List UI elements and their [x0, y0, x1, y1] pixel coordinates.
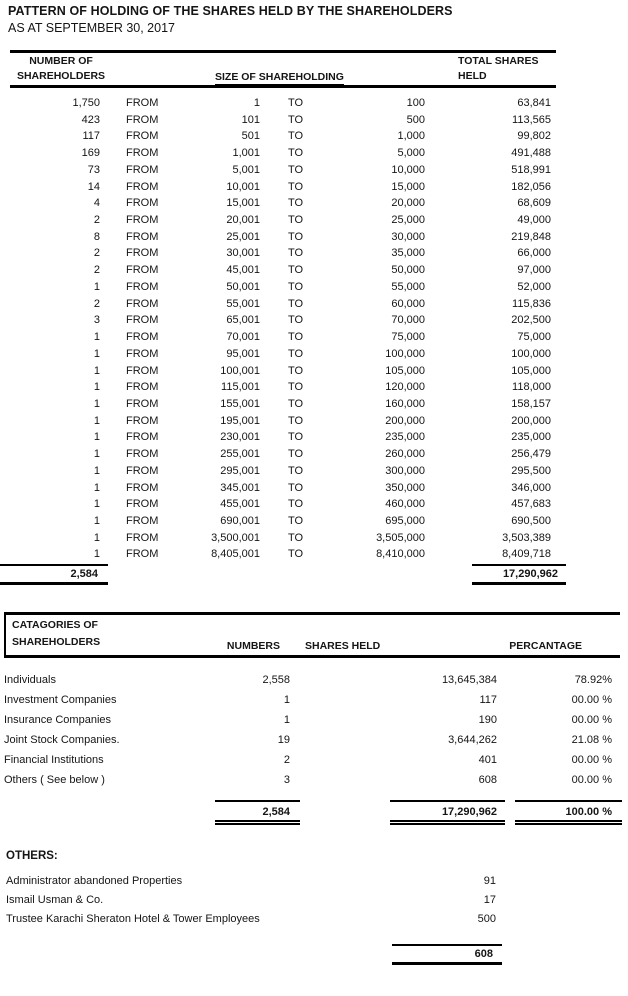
header-shares-held: SHARES HELD [305, 640, 381, 652]
to-label: TO [288, 481, 304, 494]
holding-table-row [10, 279, 556, 296]
range-start: 690,001 [220, 514, 260, 527]
others-total: 608 [392, 944, 502, 965]
from-label: FROM [126, 531, 159, 544]
holding-table-row [10, 262, 556, 279]
holding-table-row [10, 179, 556, 196]
to-label: TO [288, 130, 304, 143]
page-subtitle: AS AT SEPTEMBER 30, 2017 [8, 21, 175, 35]
others-value: 500 [477, 912, 496, 925]
category-label: Individuals [4, 674, 56, 686]
holding-table-row [10, 429, 556, 446]
range-start: 25,001 [226, 230, 260, 243]
shares-held-value: 115,836 [512, 297, 551, 310]
holding-table-row [10, 162, 556, 179]
holding-table-row [10, 546, 556, 563]
holding-table-row [10, 363, 556, 380]
shares-held-value: 295,500 [511, 464, 551, 477]
from-label: FROM [126, 481, 159, 494]
from-label: FROM [126, 448, 159, 461]
to-label: TO [288, 147, 304, 160]
from-label: FROM [126, 314, 159, 327]
shares-held-value: 68,609 [517, 197, 551, 210]
others-label: Ismail Usman & Co. [6, 893, 104, 906]
to-label: TO [288, 331, 304, 344]
from-label: FROM [126, 130, 159, 143]
holding-table-row [10, 463, 556, 480]
shareholder-count: 1 [93, 347, 100, 360]
range-start: 70,001 [226, 331, 260, 344]
shareholder-count: 423 [81, 113, 100, 126]
to-label: TO [288, 397, 304, 410]
category-percent: 00.00 % [571, 774, 612, 786]
range-end: 100 [406, 97, 425, 109]
range-end: 100,000 [385, 347, 425, 360]
to-label: TO [288, 464, 304, 477]
holding-table-row [10, 496, 556, 513]
categories-total-percent: 100.00 % [515, 800, 622, 825]
holding-table-row [10, 413, 556, 430]
range-start: 8,405,001 [211, 548, 260, 561]
to-label: TO [288, 264, 304, 277]
range-start: 95,001 [226, 347, 260, 360]
to-label: TO [288, 180, 304, 193]
category-numbers: 19 [277, 734, 290, 746]
range-start: 5,001 [232, 163, 260, 176]
shareholder-count: 1 [93, 414, 100, 427]
category-label: Insurance Companies [4, 714, 112, 726]
categories-table [4, 612, 620, 838]
category-row [4, 690, 620, 710]
range-start: 195,001 [220, 414, 260, 427]
shareholder-count: 3 [93, 314, 100, 327]
range-end: 25,000 [391, 214, 425, 227]
category-shares: 117 [479, 694, 497, 706]
range-end: 10,000 [391, 163, 425, 176]
shares-held-value: 66,000 [517, 247, 551, 260]
category-shares: 190 [478, 714, 497, 726]
shareholder-count: 1 [93, 431, 100, 444]
shares-held-value: 105,000 [511, 364, 551, 377]
to-label: TO [288, 280, 304, 293]
category-row [4, 710, 620, 730]
from-label: FROM [126, 331, 159, 344]
category-percent: 00.00 % [571, 714, 612, 726]
categories-table-rows [4, 670, 620, 790]
category-shares: 13,645,384 [441, 674, 497, 686]
shareholder-count: 1 [93, 514, 100, 527]
shares-held-value: 256,479 [511, 448, 551, 461]
others-heading: OTHERS: [6, 850, 58, 862]
shareholder-count: 1 [93, 331, 100, 344]
range-start: 65,001 [226, 314, 260, 327]
others-label: Trustee Karachi Sheraton Hotel & Tower Employees [6, 912, 260, 925]
others-row [6, 872, 496, 891]
range-end: 50,000 [391, 264, 425, 277]
category-row [4, 730, 620, 750]
holding-table-row [10, 145, 556, 162]
from-label: FROM [126, 197, 159, 210]
category-row [4, 750, 620, 770]
holding-table-row [10, 95, 556, 112]
holding-table-totals [10, 564, 556, 590]
shares-held-value: 75,000 [517, 331, 551, 344]
from-label: FROM [126, 297, 159, 310]
range-end: 460,000 [385, 498, 425, 511]
shareholder-count: 1 [93, 548, 100, 561]
others-row [6, 891, 496, 910]
range-start: 55,001 [226, 297, 260, 310]
range-end: 695,000 [385, 514, 425, 527]
header-number-of-shareholders [10, 54, 112, 84]
range-end: 75,000 [391, 331, 425, 344]
header-categories-of-shareholders [12, 617, 100, 651]
range-end: 160,000 [385, 397, 425, 410]
shareholder-count: 8 [93, 230, 100, 243]
range-end: 35,000 [391, 247, 425, 260]
holding-table-row [10, 480, 556, 497]
holding-table-row [10, 296, 556, 313]
range-start: 15,001 [226, 197, 260, 210]
shareholder-count: 73 [87, 163, 100, 176]
range-start: 501 [241, 130, 260, 143]
range-end: 8,410,000 [376, 548, 425, 561]
range-end: 260,000 [385, 448, 425, 461]
to-label: TO [288, 381, 304, 394]
shareholder-count: 1 [93, 531, 100, 544]
shareholder-count: 4 [93, 197, 100, 210]
from-label: FROM [126, 113, 159, 126]
shares-held-value: 518,991 [511, 163, 551, 176]
from-label: FROM [126, 97, 159, 109]
from-label: FROM [126, 214, 159, 227]
range-end: 105,000 [385, 364, 425, 377]
header-total-shares-line1: TOTAL SHARES [458, 55, 539, 67]
category-numbers: 3 [283, 774, 290, 786]
holding-table-row [10, 346, 556, 363]
category-numbers: 1 [283, 714, 290, 726]
holding-pattern-table [10, 50, 556, 590]
from-label: FROM [126, 180, 159, 193]
shareholder-count: 117 [82, 130, 100, 143]
range-end: 30,000 [391, 230, 425, 243]
range-end: 500 [406, 113, 425, 126]
range-start: 30,001 [226, 247, 260, 260]
range-start: 255,001 [220, 448, 260, 461]
categories-table-header [4, 612, 620, 658]
range-end: 120,000 [385, 381, 425, 394]
header-numbers: NUMBERS [226, 640, 280, 652]
from-label: FROM [126, 431, 159, 444]
from-label: FROM [126, 163, 159, 176]
range-end: 200,000 [385, 414, 425, 427]
category-shares: 608 [478, 774, 497, 786]
shares-held-value: 113,565 [512, 113, 551, 126]
categories-total-shares: 17,290,962 [390, 800, 505, 825]
others-label: Administrator abandoned Properties [6, 875, 183, 887]
range-start: 1 [253, 97, 260, 109]
holding-table-row [10, 112, 556, 129]
holding-table-rows [10, 95, 556, 563]
category-row [4, 770, 620, 790]
header-categories-line1: CATAGORIES OF [12, 619, 98, 631]
shares-held-value: 457,683 [511, 498, 551, 511]
category-shares: 3,644,262 [448, 734, 497, 746]
others-section [6, 850, 496, 960]
others-value: 17 [483, 893, 496, 906]
shares-held-value: 219,848 [511, 230, 551, 243]
category-numbers: 2,558 [262, 674, 290, 686]
page-title: PATTERN OF HOLDING OF THE SHARES HELD BY THE SHAREHOLDERS [8, 4, 453, 18]
range-start: 295,001 [220, 464, 260, 477]
range-end: 3,505,000 [376, 531, 425, 544]
range-start: 345,001 [220, 481, 260, 494]
header-categories-line2: SHAREHOLDERS [12, 636, 101, 648]
range-start: 3,500,001 [211, 531, 260, 544]
holding-table-row [10, 245, 556, 262]
header-number-of-line1: NUMBER OF [29, 55, 93, 67]
others-row [6, 910, 496, 929]
from-label: FROM [126, 397, 159, 410]
to-label: TO [288, 247, 304, 260]
shareholder-count: 1 [93, 397, 100, 410]
shares-held-value: 8,409,718 [502, 548, 551, 561]
shares-held-value: 63,841 [517, 97, 551, 109]
category-label: Others ( See below ) [4, 774, 105, 786]
header-size-of-shareholding: SIZE OF SHAREHOLDING [215, 71, 344, 83]
category-shares: 401 [478, 754, 497, 766]
range-end: 60,000 [391, 297, 425, 310]
others-rows [6, 872, 496, 928]
shareholder-count: 1 [93, 464, 100, 477]
holding-table-header [10, 50, 556, 88]
shares-held-value: 690,500 [511, 514, 551, 527]
to-label: TO [288, 414, 304, 427]
shares-held-value: 346,000 [511, 481, 551, 494]
shareholder-count: 2 [93, 214, 100, 227]
shares-held-value: 200,000 [511, 414, 551, 427]
shareholder-count: 1 [93, 364, 100, 377]
holding-table-row [10, 128, 556, 145]
holding-table-row [10, 446, 556, 463]
to-label: TO [288, 548, 304, 561]
from-label: FROM [126, 381, 159, 394]
range-end: 300,000 [385, 464, 425, 477]
shareholder-count: 1 [93, 448, 100, 461]
shares-held-value: 491,488 [511, 147, 551, 160]
range-end: 55,000 [391, 280, 425, 293]
header-number-of-line2: SHAREHOLDERS [16, 70, 106, 82]
shares-held-value: 118,000 [512, 381, 551, 394]
range-end: 350,000 [385, 481, 425, 494]
to-label: TO [288, 498, 304, 511]
category-label: Financial Institutions [4, 754, 104, 766]
range-start: 455,001 [220, 498, 260, 511]
range-end: 20,000 [391, 197, 425, 210]
range-end: 70,000 [391, 314, 425, 327]
to-label: TO [288, 448, 304, 461]
to-label: TO [288, 297, 304, 310]
holding-table-row [10, 312, 556, 329]
to-label: TO [288, 197, 304, 210]
shares-held-value: 97,000 [517, 264, 551, 277]
from-label: FROM [126, 247, 159, 260]
range-end: 15,000 [391, 180, 425, 193]
to-label: TO [288, 431, 304, 444]
holding-table-row [10, 329, 556, 346]
from-label: FROM [126, 514, 159, 527]
holding-table-row [10, 530, 556, 547]
shareholder-count: 2 [93, 264, 100, 277]
shares-held-value: 182,056 [511, 180, 551, 193]
from-label: FROM [126, 464, 159, 477]
header-percentage: PERCANTAGE [509, 640, 582, 652]
category-label: Investment Companies [4, 694, 117, 706]
to-label: TO [288, 347, 304, 360]
header-total-shares-held [458, 54, 539, 84]
holding-table-row [10, 513, 556, 530]
from-label: FROM [126, 364, 159, 377]
range-start: 230,001 [220, 431, 260, 444]
from-label: FROM [126, 347, 159, 360]
holding-table-row [10, 379, 556, 396]
holding-table-row [10, 195, 556, 212]
shareholder-count: 1 [93, 481, 100, 494]
shareholder-count: 14 [87, 180, 100, 193]
range-end: 1,000 [397, 130, 425, 143]
to-label: TO [288, 97, 304, 109]
category-numbers: 1 [283, 694, 290, 706]
shares-held-value: 100,000 [511, 347, 551, 360]
range-start: 20,001 [226, 214, 260, 227]
shares-held-value: 52,000 [517, 280, 551, 293]
shareholder-count: 1 [93, 381, 100, 394]
range-start: 155,001 [220, 397, 260, 410]
range-start: 101 [241, 113, 260, 126]
to-label: TO [288, 214, 304, 227]
range-start: 50,001 [226, 280, 260, 293]
shares-held-value: 99,802 [517, 130, 551, 143]
from-label: FROM [126, 147, 159, 160]
category-percent: 78.92% [574, 674, 612, 686]
to-label: TO [288, 113, 304, 126]
range-start: 115,001 [221, 381, 260, 394]
from-label: FROM [126, 548, 159, 561]
holding-table-row [10, 212, 556, 229]
shares-held-value: 3,503,389 [502, 531, 551, 544]
shareholder-count: 169 [81, 147, 100, 160]
total-shares-held: 17,290,962 [472, 564, 566, 585]
range-start: 1,001 [232, 147, 260, 160]
categories-total-numbers: 2,584 [215, 800, 300, 825]
shares-held-value: 235,000 [511, 431, 551, 444]
header-total-shares-line2: HELD [458, 70, 487, 82]
category-numbers: 2 [283, 754, 290, 766]
shareholder-count: 1,750 [72, 97, 100, 109]
to-label: TO [288, 230, 304, 243]
shareholder-count: 2 [93, 297, 100, 310]
from-label: FROM [126, 280, 159, 293]
shareholder-count: 2 [93, 247, 100, 260]
total-shareholders: 2,584 [0, 564, 108, 585]
range-start: 10,001 [226, 180, 260, 193]
shares-held-value: 158,157 [511, 397, 551, 410]
others-value: 91 [483, 875, 496, 887]
category-percent: 21.08 % [571, 734, 612, 746]
to-label: TO [288, 531, 304, 544]
from-label: FROM [126, 414, 159, 427]
shares-held-value: 49,000 [517, 214, 551, 227]
from-label: FROM [126, 264, 159, 277]
holding-table-row [10, 229, 556, 246]
category-percent: 00.00 % [571, 754, 612, 766]
holding-table-row [10, 396, 556, 413]
range-start: 45,001 [226, 264, 260, 277]
to-label: TO [288, 364, 304, 377]
to-label: TO [288, 314, 304, 327]
category-label: Joint Stock Companies. [4, 734, 120, 746]
range-start: 100,001 [220, 364, 260, 377]
from-label: FROM [126, 498, 159, 511]
shares-held-value: 202,500 [511, 314, 551, 327]
category-percent: 00.00 % [571, 694, 612, 706]
shareholder-count: 1 [93, 280, 100, 293]
to-label: TO [288, 514, 304, 527]
range-end: 235,000 [385, 431, 425, 444]
range-end: 5,000 [397, 147, 425, 160]
category-row [4, 670, 620, 690]
shareholder-count: 1 [93, 498, 100, 511]
to-label: TO [288, 163, 304, 176]
categories-table-totals [4, 800, 620, 838]
from-label: FROM [126, 230, 159, 243]
